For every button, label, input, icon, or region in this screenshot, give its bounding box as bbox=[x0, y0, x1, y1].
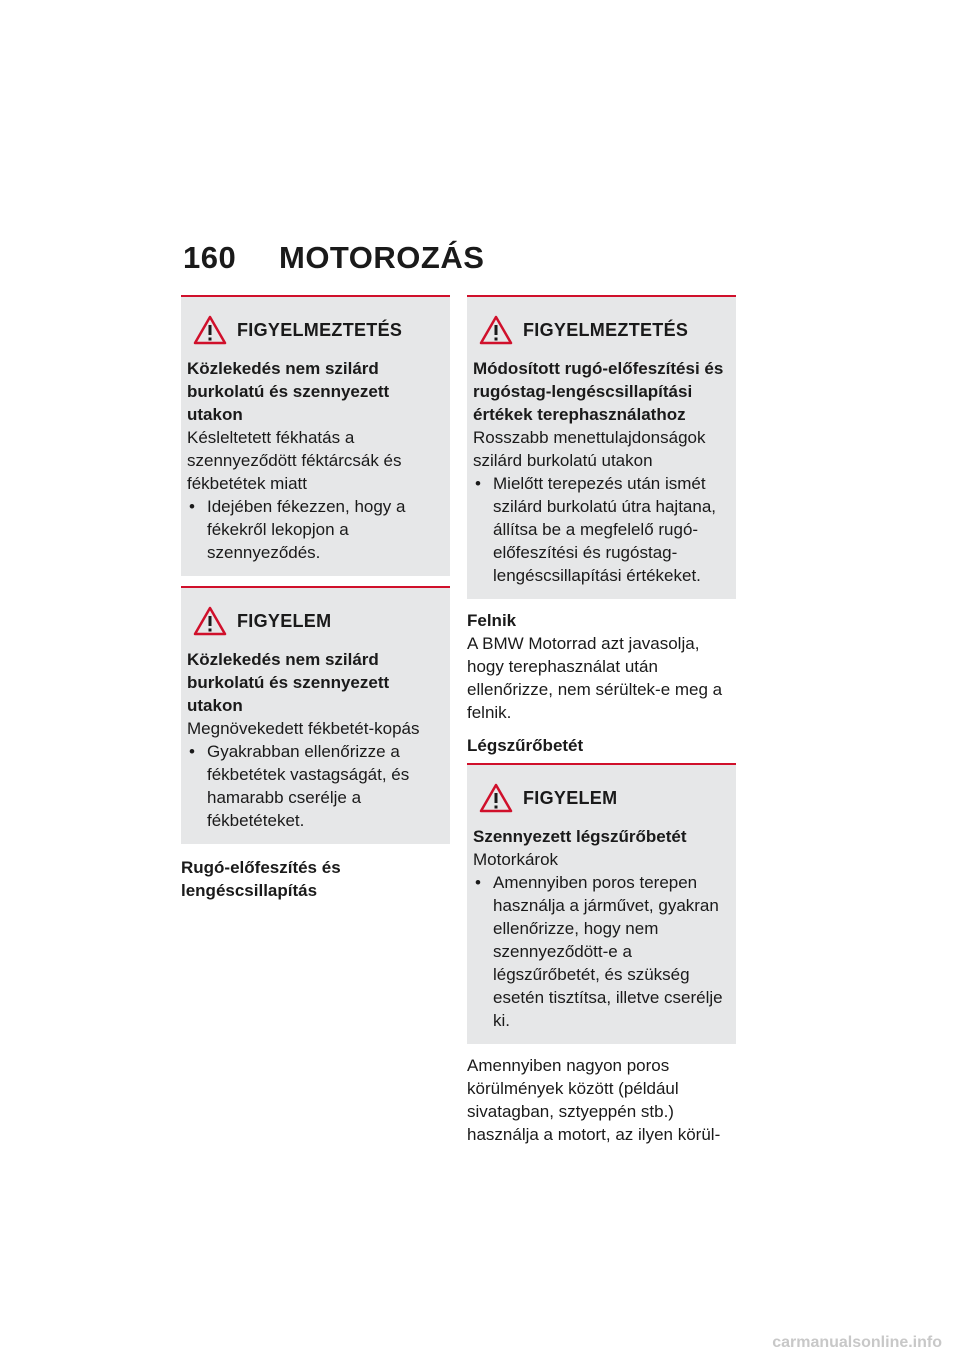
chapter-title: MOTOROZÁS bbox=[279, 240, 485, 275]
caution-label: FIGYELEM bbox=[237, 610, 332, 631]
warning-title: Közlekedés nem szilárd burkolatú és szennyezett utakon bbox=[187, 359, 390, 424]
warning-header bbox=[473, 315, 728, 345]
caution-description: Motorkárok bbox=[473, 850, 559, 869]
warning-label: FIGYELMEZTETÉS bbox=[237, 319, 403, 340]
bullet-item: • Idejében fékezzen, hogy a fékekről lekopjon a szennyeződés. bbox=[187, 495, 442, 564]
caution-header bbox=[473, 783, 728, 813]
caution-header bbox=[187, 606, 442, 636]
felnik-title: Felnik bbox=[467, 611, 517, 630]
caution-label: FIGYELEM bbox=[523, 787, 618, 808]
caution-box bbox=[181, 586, 450, 844]
warning-bullets bbox=[187, 495, 442, 564]
warning-triangle-icon bbox=[193, 606, 227, 636]
caution-bullets bbox=[473, 871, 728, 1032]
warning-label: FIGYELMEZTETÉS bbox=[523, 319, 689, 340]
caution-bullets bbox=[187, 740, 442, 832]
left-column bbox=[181, 295, 450, 902]
section-title-suspension: Rugó-előfeszítés és lengéscsillapítás bbox=[181, 858, 341, 900]
warning-header bbox=[187, 315, 442, 345]
warning-description: Rosszabb menettulajdonságok szilárd burkolatú utakon bbox=[473, 428, 706, 470]
bullet-item: • Amennyiben poros terepen használja a járművet, gyakran ellenőrizze, hogy nem szennyeződött-e a légszűrőbetét, és szükség esetén tisztítsa, illetve cserélje ki. bbox=[473, 871, 728, 1032]
warning-description: Késleltetett fékhatás a szennyeződött féktárcsák és fékbetétek miatt bbox=[187, 428, 402, 493]
bullet-item: • Mielőtt terepezés után ismét szilárd burkolatú útra hajtana, állítsa be a megfelelő rugó-előfeszítési és rugóstag-lengéscsillapítási értékeket. bbox=[473, 472, 728, 587]
right-column bbox=[467, 295, 736, 1156]
warning-box bbox=[181, 295, 450, 576]
page-header bbox=[183, 240, 484, 276]
warning-triangle-icon bbox=[479, 783, 513, 813]
warning-bullets bbox=[473, 472, 728, 587]
warning-triangle-icon bbox=[479, 315, 513, 345]
watermark: carmanualsonline.info bbox=[772, 1334, 942, 1351]
warning-triangle-icon bbox=[193, 315, 227, 345]
section-title-air-filter: Légszűrőbetét bbox=[467, 736, 584, 755]
caution-box bbox=[467, 763, 736, 1044]
caution-title: Szennyezett légszűrőbetét bbox=[473, 827, 687, 846]
page-number: 160 bbox=[183, 240, 237, 275]
warning-box bbox=[467, 295, 736, 599]
closing-text: Amennyiben nagyon poros körülmények között (például sivatagban, sztyeppén stb.) használja a motort, az ilyen körül- bbox=[467, 1056, 721, 1144]
felnik-text: A BMW Motorrad azt javasolja, hogy terephasználat után ellenőrizze, nem sérültek-e meg a felnik. bbox=[467, 634, 723, 722]
bullet-item: • Gyakrabban ellenőrizze a fékbetétek vastagságát, és hamarabb cserélje a fékbetéteket. bbox=[187, 740, 442, 832]
warning-title: Módosított rugó-előfeszítési és rugóstag-lengéscsillapítási értékek terephasználathoz bbox=[473, 359, 724, 424]
caution-description: Megnövekedett fékbetét-kopás bbox=[187, 719, 420, 738]
caution-title: Közlekedés nem szilárd burkolatú és szennyezett utakon bbox=[187, 650, 390, 715]
